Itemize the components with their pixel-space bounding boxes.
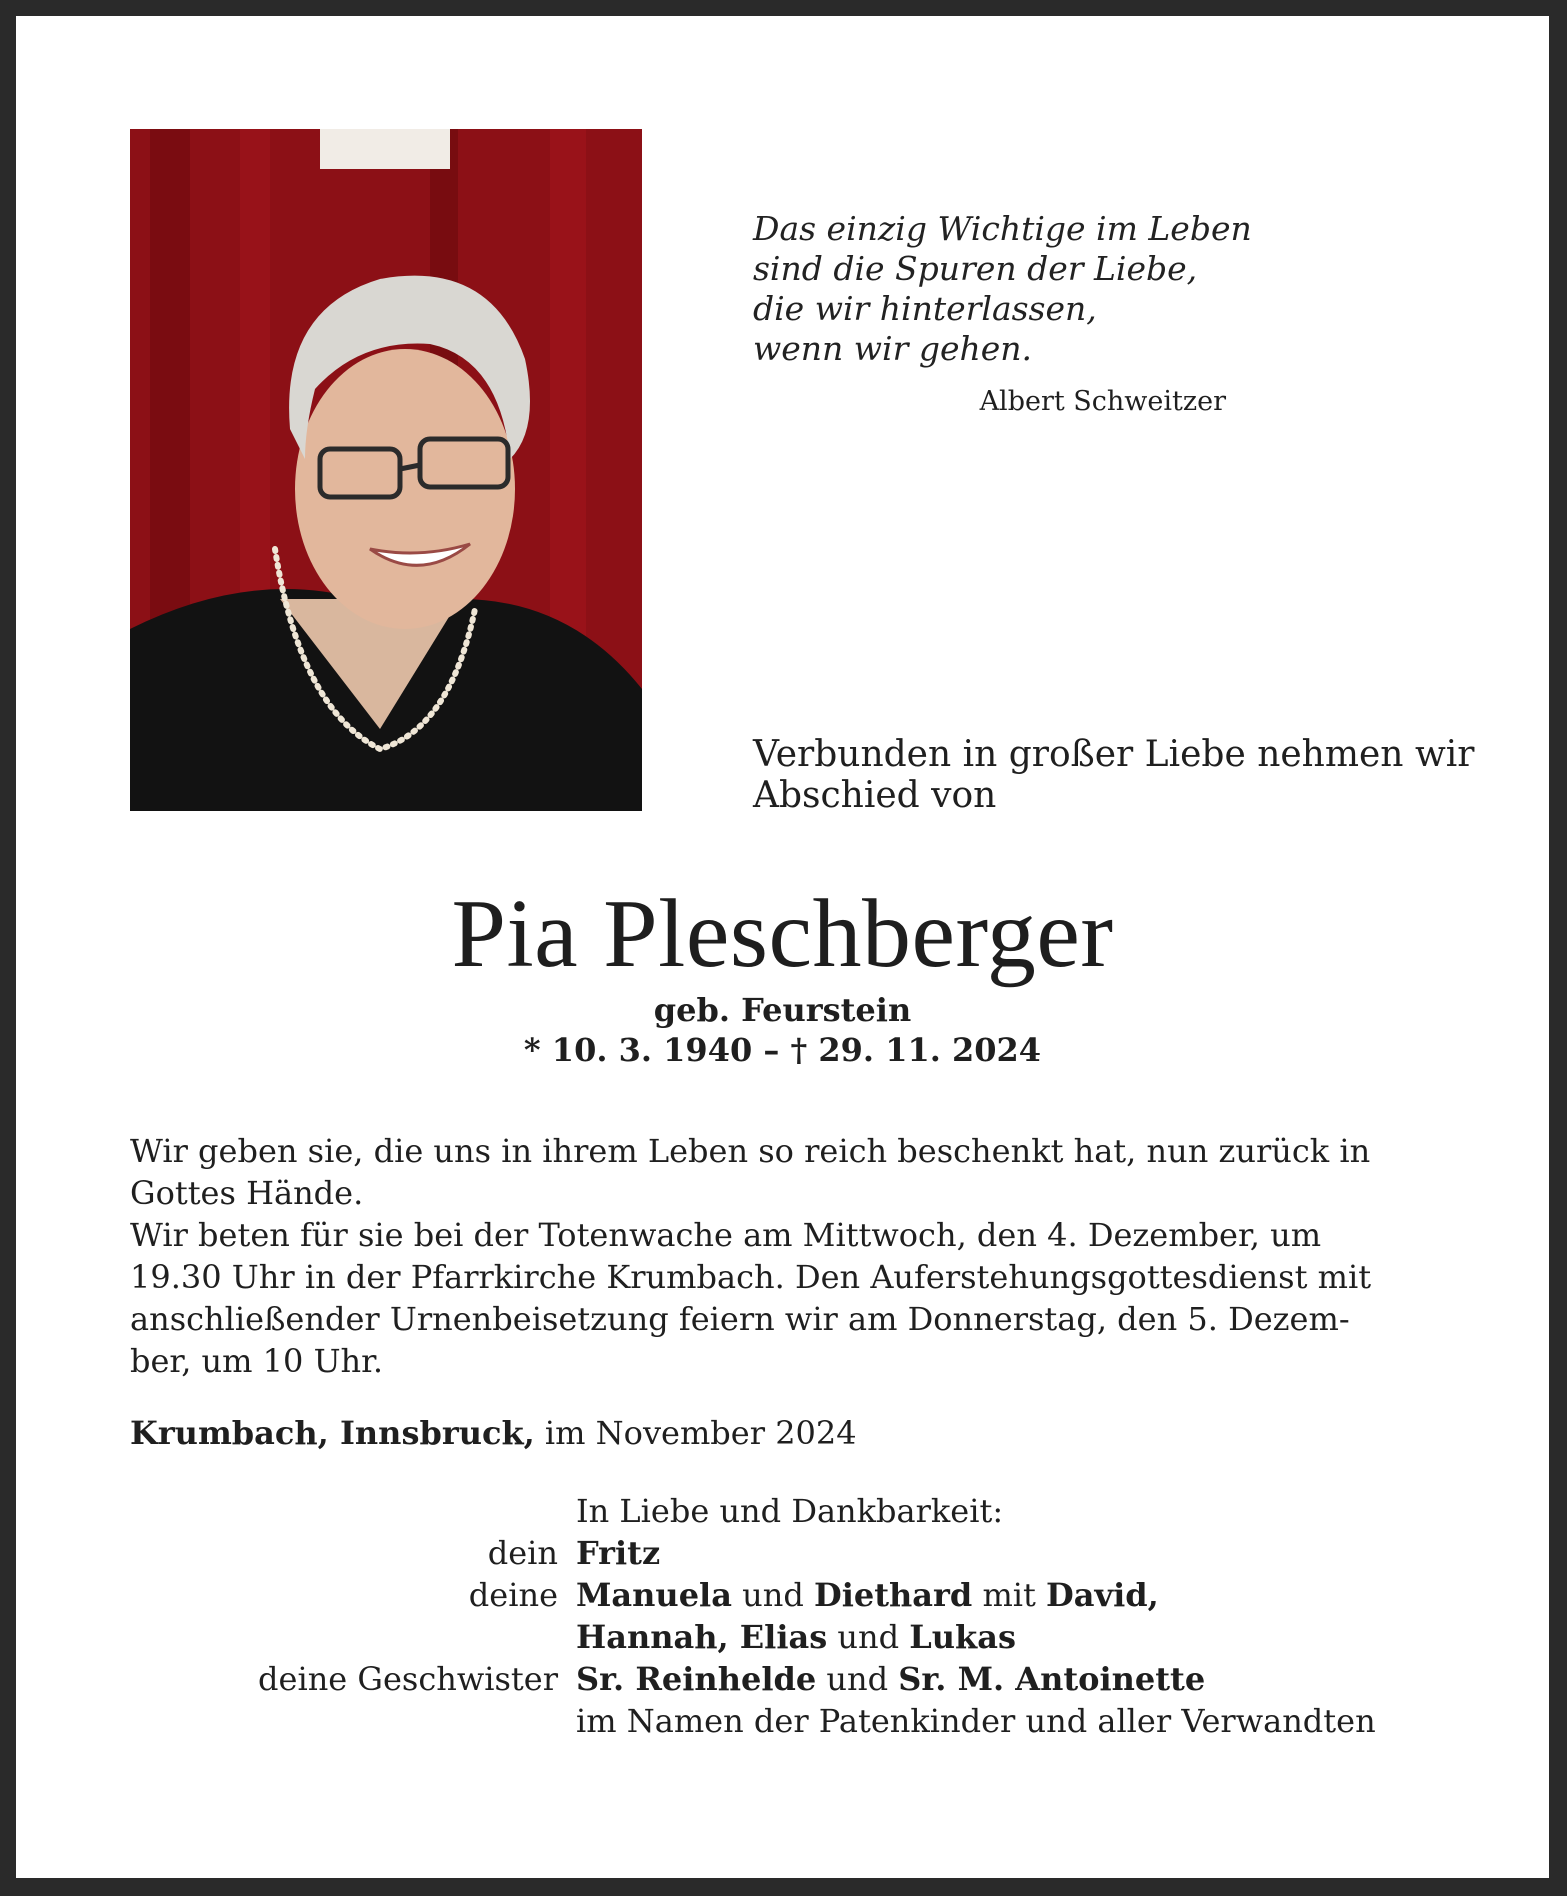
mourner-name: David, xyxy=(1046,1576,1159,1614)
mourners-list xyxy=(16,1490,1549,1742)
mourners-closing: im Namen der Patenkinder und aller Verwandten xyxy=(576,1702,1376,1740)
body-line: Wir geben sie, die uns in ihrem Leben so reich beschenkt hat, nun zurück in xyxy=(130,1132,1371,1170)
mourner-relation: deine Geschwister xyxy=(258,1660,558,1698)
mourner-name: Hannah, Elias xyxy=(576,1618,828,1656)
place-and-date xyxy=(130,1412,857,1454)
mourner-name: Manuela xyxy=(576,1576,732,1614)
connector: mit xyxy=(982,1576,1036,1614)
intro-line: Abschied von xyxy=(753,775,997,816)
mourner-relation: deine xyxy=(468,1576,558,1614)
life-dates: * 10. 3. 1940 – † 29. 11. 2024 xyxy=(523,1031,1042,1069)
mourners-heading: In Liebe und Dankbarkeit: xyxy=(576,1492,1004,1530)
body-line: Gottes Hände. xyxy=(130,1174,364,1212)
portrait-photo xyxy=(130,129,642,811)
body-line: anschließender Urnenbeisetzung feiern wir am Donnerstag, den 5. Dezem- xyxy=(130,1300,1350,1338)
mourner-name: Diethard xyxy=(813,1576,973,1614)
body-line: 19.30 Uhr in der Pfarrkirche Krumbach. Den Auferstehungsgottesdienst mit xyxy=(130,1258,1372,1296)
body-line: ber, um 10 Uhr. xyxy=(130,1342,384,1380)
mourner-name: Fritz xyxy=(576,1534,661,1572)
portrait-illustration xyxy=(130,129,642,811)
quote-line: Das einzig Wichtige im Leben xyxy=(753,209,1252,248)
mourner-name: Lukas xyxy=(909,1618,1016,1656)
funeral-announcement-text xyxy=(130,1130,1460,1382)
connector: und xyxy=(826,1660,889,1698)
maiden-name: geb. Feurstein xyxy=(653,991,912,1029)
farewell-intro xyxy=(753,734,1473,816)
intro-line: Verbunden in großer Liebe nehmen wir xyxy=(753,734,1475,775)
quote-line: sind die Spuren der Liebe, xyxy=(753,249,1198,288)
mourner-name: Sr. Reinhelde xyxy=(576,1660,817,1698)
quote-author: Albert Schweitzer xyxy=(979,386,1226,417)
quote xyxy=(753,209,1273,369)
place-location: Krumbach, Innsbruck, xyxy=(130,1414,535,1452)
mourner-name: Sr. M. Antoinette xyxy=(898,1660,1206,1698)
body-line: Wir beten für sie bei der Totenwache am Mittwoch, den 4. Dezember, um xyxy=(130,1216,1322,1254)
connector: und xyxy=(837,1618,900,1656)
deceased-name: Pia Pleschberger xyxy=(451,880,1114,988)
mourner-relation: dein xyxy=(487,1534,558,1572)
connector: und xyxy=(742,1576,804,1614)
obituary-page xyxy=(16,16,1549,1878)
place-date: im November 2024 xyxy=(544,1414,857,1452)
quote-line: die wir hinterlassen, xyxy=(753,289,1097,328)
quote-line: wenn wir gehen. xyxy=(753,329,1033,368)
